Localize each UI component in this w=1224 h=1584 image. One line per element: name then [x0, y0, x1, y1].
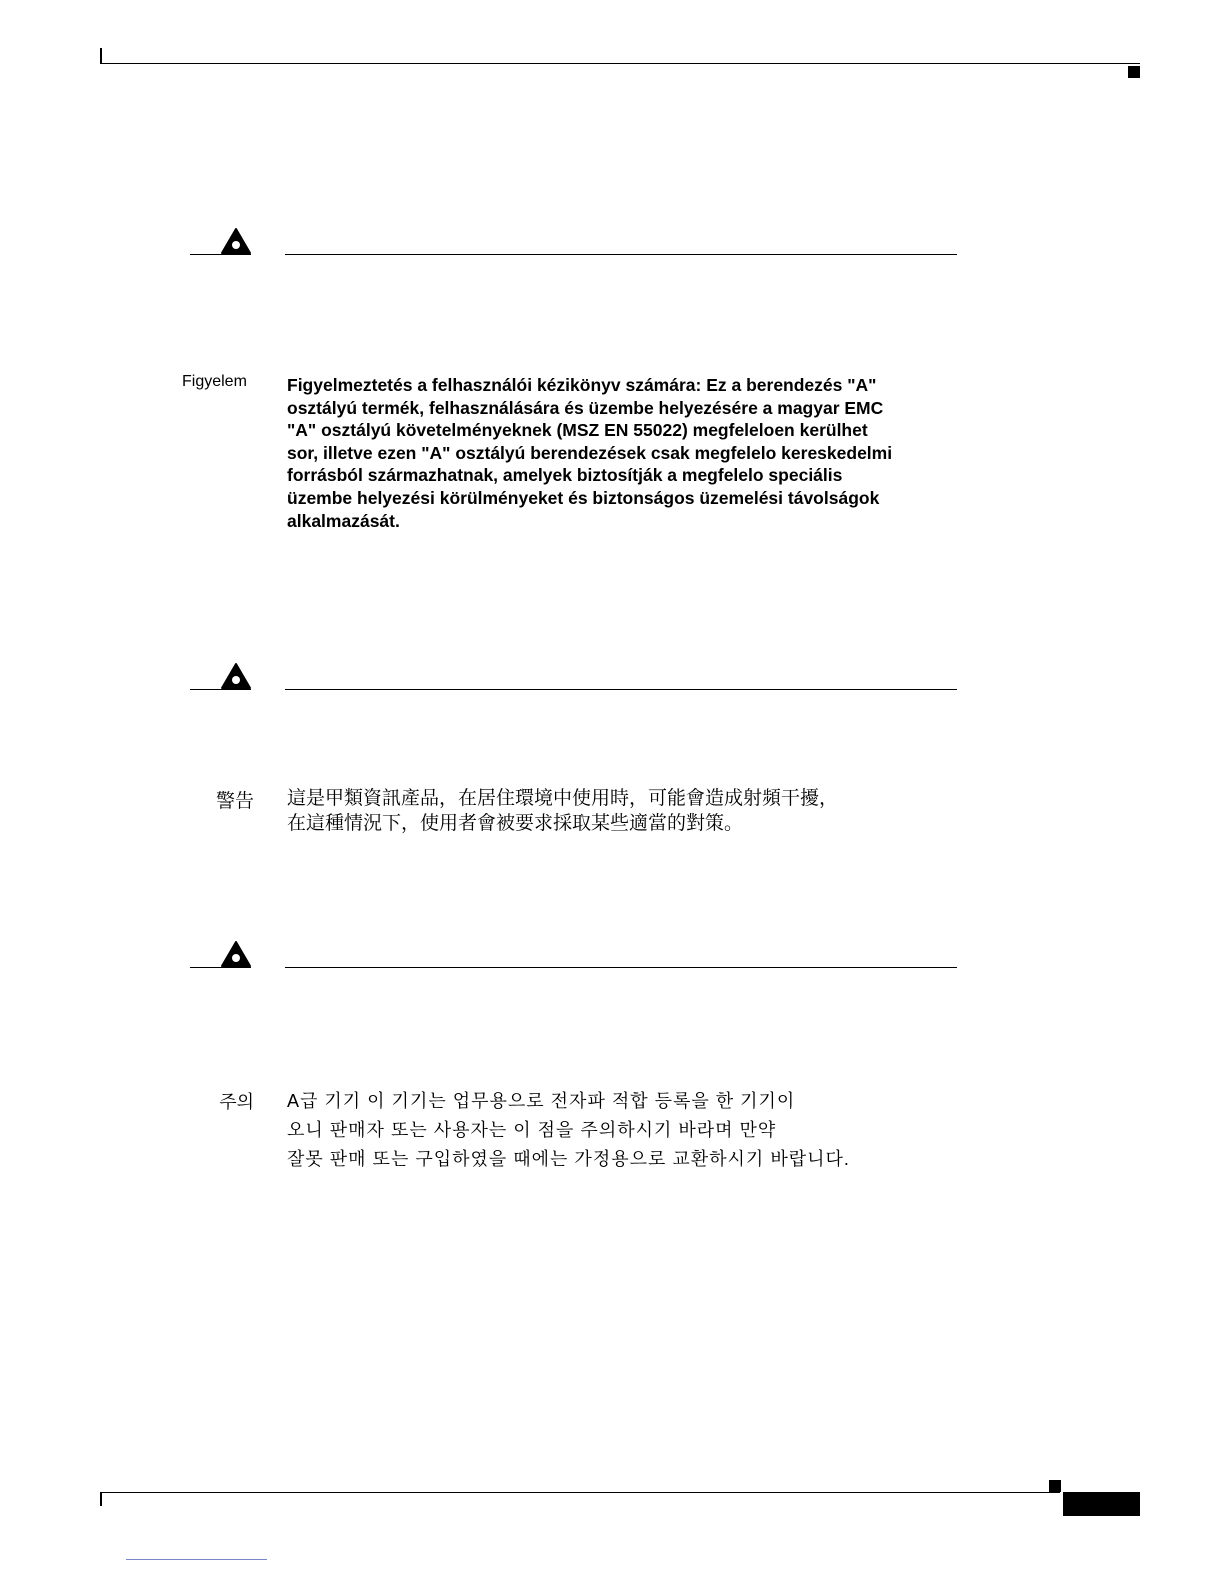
notice-line: 오니 판매자 또는 사용자는 이 점을 주의하시기 바라며 만약 — [287, 1120, 777, 1140]
notice-line: 這是甲類資訊產品，在居住環境中使用時，可能會造成射頻干擾， — [287, 788, 839, 809]
header-corner-marker — [1128, 66, 1140, 78]
warning-rule — [285, 967, 957, 968]
notice-text-hungarian — [287, 374, 947, 532]
warning-triangle-icon — [220, 662, 252, 690]
notice-label-chinese: 警告 — [215, 791, 254, 812]
notice-line: 在這種情況下，使用者會被要求採取某些適當的對策。 — [287, 813, 744, 834]
notice-line: Figyelmeztetés a felhasználói kézikönyv számára: Ez a berendezés "A" — [287, 375, 877, 395]
notice-line: sor, illetve ezen "A" osztályú berendezések csak megfelelo kereskedelmi — [287, 442, 893, 463]
footer-rule — [101, 1492, 1060, 1493]
notice-text-korean — [287, 1087, 947, 1174]
notice-line: alkalmazását. — [287, 510, 400, 531]
warning-icon-underline — [190, 967, 251, 968]
notice-line: osztályú termék, felhasználására és üzembe helyezésére a magyar EMC — [287, 397, 884, 418]
notice-line: forrásból származhatnak, amelyek biztosítják a megfelelo speciális — [287, 465, 843, 486]
notice-line: 잘못 판매 또는 구입하였을 때에는 가정용으로 교환하시기 바랍니다. — [287, 1149, 850, 1169]
footer-corner-marker — [1049, 1480, 1061, 1492]
warning-rule — [285, 254, 957, 255]
warning-icon-underline — [190, 689, 251, 690]
warning-icon-underline — [190, 254, 251, 255]
header-left-tick — [100, 48, 102, 64]
footer-link-underline[interactable] — [126, 1559, 267, 1560]
notice-label-hungarian: Figyelem — [182, 373, 247, 390]
notice-label-korean: 주의 — [219, 1092, 254, 1112]
footer-page-tab — [1063, 1492, 1140, 1516]
notice-line: A급 기기 이 기기는 업무용으로 전자파 적합 등록을 한 기기이 — [287, 1091, 796, 1111]
notice-line: "A" osztályú követelményeknek (MSZ EN 55022) megfeleloen kerülhet — [287, 420, 868, 441]
warning-rule — [285, 689, 957, 690]
warning-triangle-icon — [220, 940, 252, 968]
notice-text-chinese — [287, 786, 947, 836]
header-rule — [101, 63, 1140, 64]
footer-left-tick — [100, 1492, 102, 1506]
warning-triangle-icon — [220, 227, 252, 255]
notice-line: üzembe helyezési körülményeket és biztonságos üzemelési távolságok — [287, 487, 880, 508]
